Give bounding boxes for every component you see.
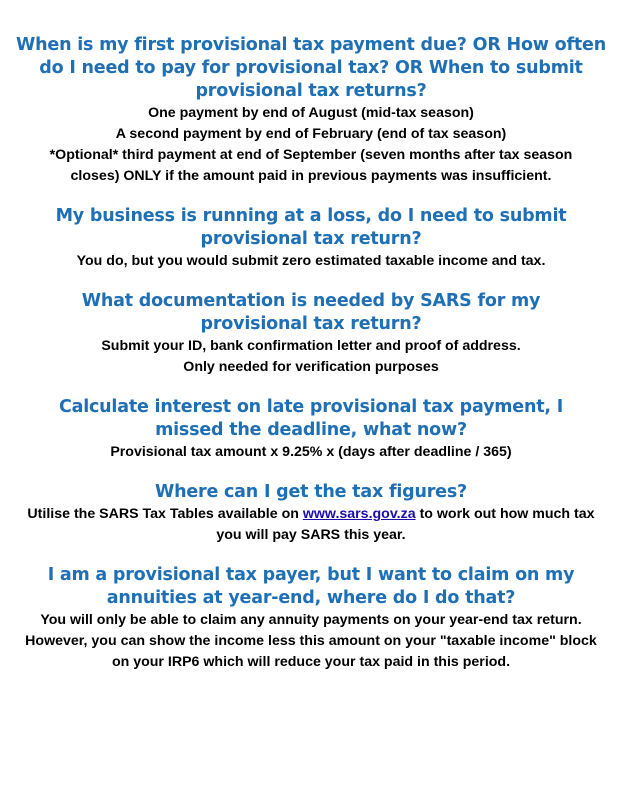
faq-answer: [20, 251, 602, 272]
faq-question: When is my first provisional tax payment due? OR How often do I need to pay for provisional tax? OR When to submit provisional tax returns?: [16, 35, 606, 101]
faq-question: Where can I get the tax figures?: [154, 482, 468, 502]
answer-line: You will only be able to claim any annuity payments on your year-end tax return. However, you can show the income less this amount on your "taxable income" block on your IRP6 which will reduce your tax paid in this period.: [25, 612, 597, 670]
faq-question: Calculate interest on late provisional tax payment, I missed the deadline, what now?: [58, 397, 564, 440]
faq-question: I am a provisional tax payer, but I want to claim on my annuities at year-end, where do I do that?: [47, 565, 575, 608]
faq-answer: [20, 103, 602, 187]
faq-item-documentation: [0, 290, 622, 378]
answer-line: [16, 504, 606, 546]
answer-line: Only needed for verification purposes: [183, 359, 439, 375]
faq-question: My business is running at a loss, do I need to submit provisional tax return?: [55, 206, 567, 249]
faq-answer: [20, 336, 602, 378]
faq-item-tax-figures: [0, 481, 622, 546]
answer-line: Submit your ID, bank confirmation letter and proof of address.: [101, 338, 521, 354]
answer-line: A second payment by end of February (end of tax season): [115, 126, 507, 142]
faq-document: [0, 34, 622, 691]
answer-line: Provisional tax amount x 9.25% x (days after deadline / 365): [110, 444, 512, 460]
answer-line: One payment by end of August (mid-tax season): [148, 105, 474, 121]
sars-website-link[interactable]: www.sars.gov.za: [302, 506, 416, 522]
faq-item-late-interest: [0, 396, 622, 463]
faq-item-running-at-loss: [0, 205, 622, 272]
answer-text: to work out how much tax you will pay SARS this year.: [216, 506, 595, 543]
faq-answer: [16, 504, 606, 546]
faq-answer: [22, 610, 600, 673]
answer-line: You do, but you would submit zero estimated taxable income and tax.: [76, 253, 546, 269]
faq-question: What documentation is needed by SARS for my provisional tax return?: [81, 291, 541, 334]
faq-item-payment-due: [0, 34, 622, 187]
faq-answer: [20, 442, 602, 463]
faq-item-annuities: [0, 564, 622, 673]
answer-line: *Optional* third payment at end of September (seven months after tax season closes) ONLY if the amount paid in previous payments was insufficient.: [49, 147, 573, 184]
answer-text: Utilise the SARS Tax Tables available on: [27, 506, 303, 522]
